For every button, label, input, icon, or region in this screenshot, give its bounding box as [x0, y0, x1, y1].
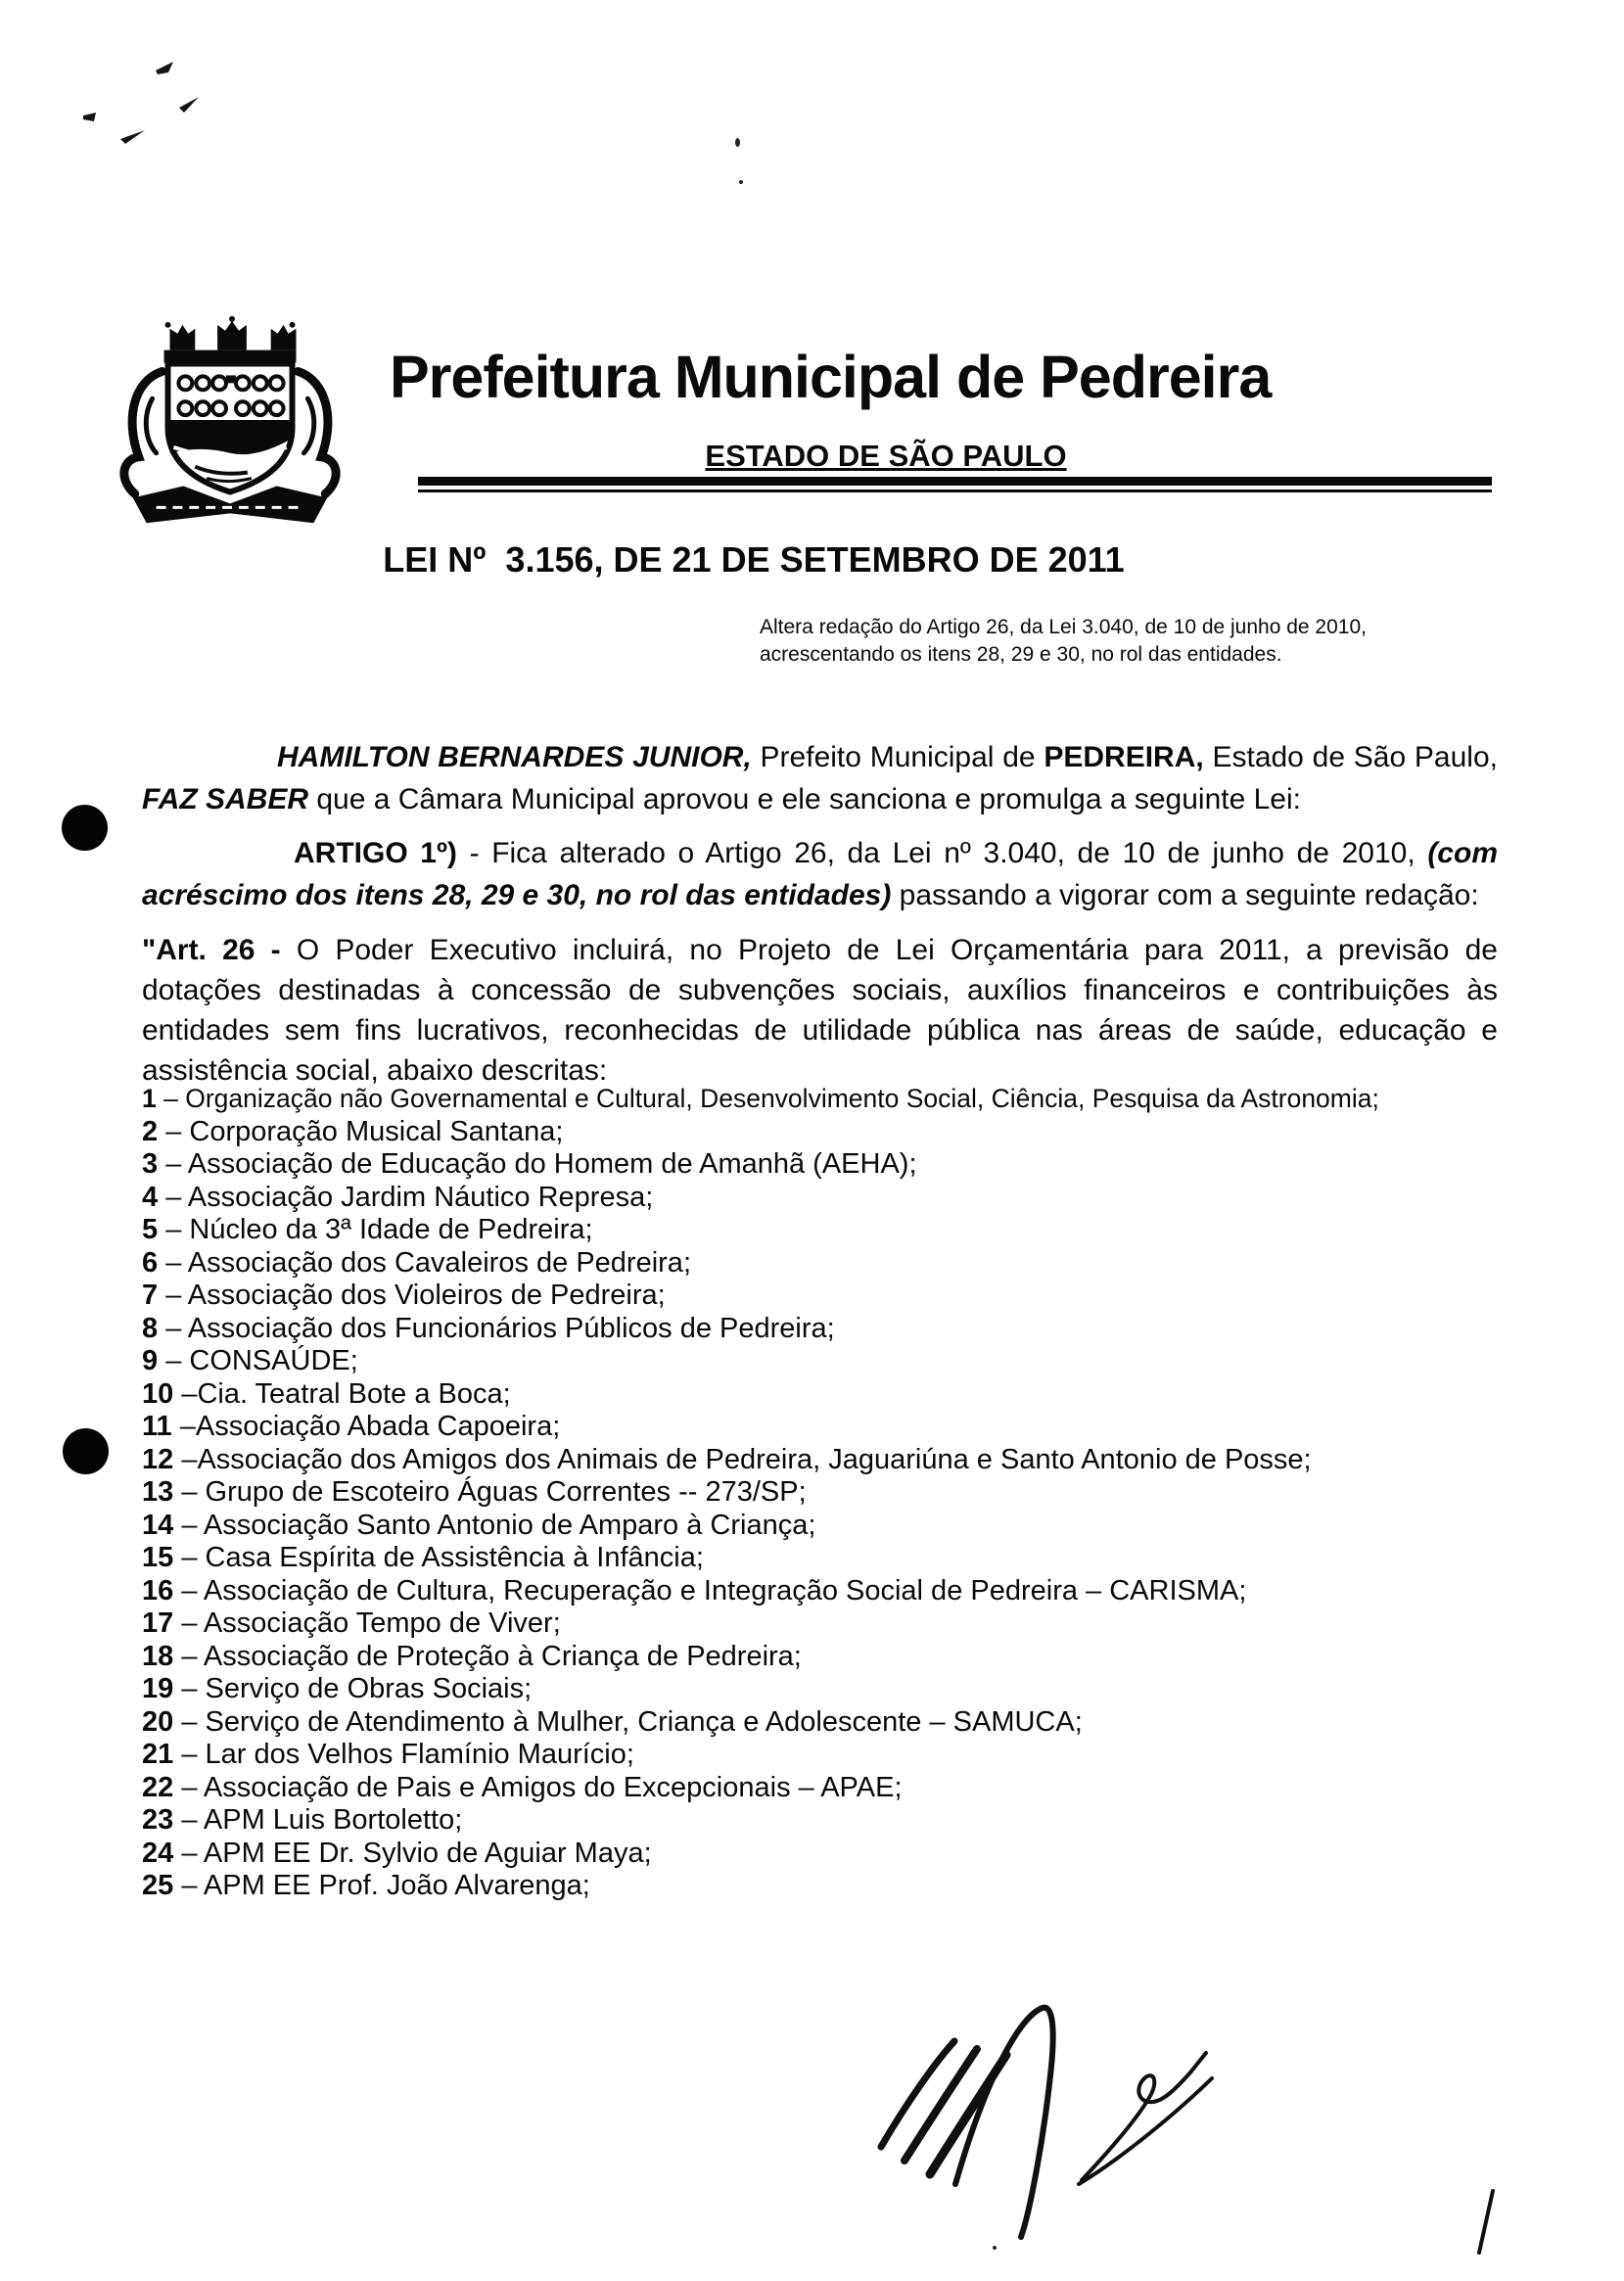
list-item — [142, 1542, 1498, 1575]
list-item — [142, 1116, 1498, 1149]
entity-text: – Núcleo da 3ª Idade de Pedreira; — [158, 1214, 593, 1245]
entity-number: 20 — [142, 1705, 174, 1738]
entity-text: – Casa Espírita de Assistência à Infância; — [173, 1542, 704, 1573]
list-item — [142, 1148, 1498, 1182]
law-body — [142, 736, 1498, 1903]
list-item — [142, 1214, 1498, 1247]
entity-text: – Associação de Proteção à Criança de Pedreira; — [173, 1640, 802, 1672]
article1-lead: - Fica alterado o Artigo 26, da Lei nº 3.040, de 10 de junho de 2010, — [456, 837, 1428, 869]
entity-text: – APM EE Prof. João Alvarenga; — [173, 1870, 590, 1901]
entity-text: – Associação de Educação do Homem de Amanhã (AEHA); — [158, 1148, 917, 1180]
entity-number: 6 — [142, 1246, 159, 1279]
entity-number: 25 — [142, 1870, 174, 1901]
state-subtitle: ESTADO DE SÃO PAULO — [705, 439, 1067, 473]
entity-text: – Serviço de Obras Sociais; — [173, 1673, 533, 1704]
entity-text: – Organização não Governamental e Cultural, Desenvolvimento Social, Ciência, Pesquisa da Astronomia; — [156, 1084, 1379, 1113]
entity-number: 16 — [142, 1574, 174, 1606]
header-rule-thick — [418, 477, 1492, 486]
entity-number: 3 — [142, 1148, 159, 1180]
list-item — [142, 1575, 1498, 1608]
list-item — [142, 1476, 1498, 1510]
entity-number: 12 — [142, 1443, 174, 1475]
entity-text: – Corporação Musical Santana; — [158, 1115, 564, 1147]
entity-text: – Associação de Pais e Amigos do Excepcionais – APAE; — [173, 1771, 903, 1803]
article26-label: "Art. 26 - — [142, 934, 281, 966]
list-item — [142, 1083, 1498, 1116]
list-item — [142, 1182, 1498, 1215]
city-name: PEDREIRA, — [1044, 741, 1204, 773]
list-item — [142, 1641, 1498, 1674]
entity-number: 1 — [142, 1084, 157, 1113]
entity-text: –Cia. Teatral Bote a Boca; — [173, 1377, 511, 1410]
scan-speck — [735, 138, 740, 147]
article1-paragraph — [142, 832, 1498, 916]
signature-scrawl-icon — [861, 1992, 1273, 2266]
entity-text: – Associação dos Cavaleiros de Pedreira; — [158, 1246, 691, 1279]
list-item — [142, 1378, 1498, 1412]
hole-punch-mark — [62, 805, 108, 851]
law-number-title: LEI Nº 3.156, DE 21 DE SETEMBRO DE 2011 — [383, 539, 1125, 580]
list-item — [142, 1804, 1498, 1838]
article26-body: O Poder Executivo incluirá, no Projeto de Lei Orçamentária para 2011, a previsão de dotações destinadas à concessão de subvenções sociais, auxílios financeiros e contribuições às entidades sem fins lucrativos, reconhecidas de utilidade pública nas áreas de saúde, educação e assistência social, abaixo descritas: — [142, 934, 1498, 1087]
coat-of-arms-icon — [106, 309, 358, 546]
list-item — [142, 1772, 1498, 1805]
article1-tail: passando a vigorar com a seguinte redação: — [891, 879, 1479, 911]
entity-number: 8 — [142, 1312, 159, 1344]
entity-text: – APM EE Dr. Sylvio de Aguiar Maya; — [173, 1837, 652, 1869]
list-item — [142, 1280, 1498, 1313]
entity-number: 24 — [142, 1837, 174, 1869]
faz-saber: FAZ SABER — [142, 783, 309, 815]
law-summary-line1: Altera redação do Artigo 26, da Lei 3.040, de 10 de junho de 2010, — [760, 616, 1367, 638]
list-item — [142, 1607, 1498, 1641]
law-summary-line2: acrescentando os itens 28, 29 e 30, no rol das entidades. — [760, 643, 1282, 666]
hole-punch-mark — [63, 1428, 109, 1474]
entity-number: 10 — [142, 1377, 174, 1410]
entity-number: 2 — [142, 1115, 159, 1147]
municipality-title: Prefeitura Municipal de Pedreira — [390, 344, 1272, 410]
entity-number: 13 — [142, 1476, 174, 1508]
list-item — [142, 1870, 1498, 1903]
entity-number: 5 — [142, 1214, 159, 1245]
entity-text: – Grupo de Escoteiro Águas Correntes -- 273/SP; — [173, 1476, 807, 1508]
entity-number: 11 — [142, 1411, 172, 1442]
preamble-state: Estado de São Paulo, — [1203, 741, 1498, 773]
list-item — [142, 1673, 1498, 1706]
preamble-role: Prefeito Municipal de — [751, 741, 1044, 773]
entity-text: – Associação de Cultura, Recuperação e Integração Social de Pedreira – CARISMA; — [173, 1574, 1247, 1606]
list-item — [142, 1706, 1498, 1740]
entity-number: 23 — [142, 1804, 174, 1836]
entity-text: – Lar dos Velhos Flamínio Maurício; — [173, 1739, 634, 1770]
entity-number: 19 — [142, 1673, 174, 1704]
entity-text: – Associação Jardim Náutico Represa; — [158, 1181, 654, 1213]
entity-text: – Associação Tempo de Viver; — [173, 1607, 561, 1639]
preamble-rest: que a Câmara Municipal aprovou e ele sanciona e promulga a seguinte Lei: — [308, 783, 1301, 815]
entity-number: 15 — [142, 1542, 174, 1573]
entity-number: 4 — [142, 1181, 159, 1213]
preamble-paragraph — [142, 736, 1498, 820]
article26-paragraph — [142, 930, 1498, 1091]
list-item — [142, 1444, 1498, 1477]
header-rule-thin — [418, 489, 1492, 492]
stray-pen-stroke — [1463, 2188, 1503, 2257]
entity-text: – APM Luis Bortoletto; — [173, 1804, 463, 1836]
entity-number: 22 — [142, 1771, 174, 1803]
entity-text: –Associação dos Amigos dos Animais de Pedreira, Jaguariúna e Santo Antonio de Posse; — [173, 1443, 1312, 1475]
entity-number: 21 — [142, 1739, 174, 1770]
list-item — [142, 1345, 1498, 1378]
entities-list — [142, 1083, 1498, 1903]
article1-label: ARTIGO 1º) — [294, 837, 457, 869]
list-item — [142, 1247, 1498, 1280]
entity-number: 18 — [142, 1640, 174, 1672]
law-summary — [760, 614, 1406, 669]
entity-text: – Associação Santo Antonio de Amparo à Criança; — [173, 1509, 816, 1541]
entity-text: –Associação Abada Capoeira; — [171, 1411, 561, 1442]
list-item — [142, 1510, 1498, 1543]
entity-text: – Associação dos Funcionários Públicos de Pedreira; — [158, 1312, 835, 1344]
entity-number: 7 — [142, 1280, 159, 1311]
list-item — [142, 1313, 1498, 1346]
list-item — [142, 1411, 1498, 1444]
mayor-name: HAMILTON BERNARDES JUNIOR, — [277, 741, 752, 773]
entity-text: – Associação dos Violeiros de Pedreira; — [158, 1280, 666, 1311]
entity-text: – Serviço de Atendimento à Mulher, Criança e Adolescente – SAMUCA; — [173, 1705, 1083, 1738]
list-item — [142, 1739, 1498, 1772]
entity-number: 9 — [142, 1345, 159, 1376]
list-item — [142, 1838, 1498, 1871]
entity-text: – CONSAÚDE; — [158, 1345, 358, 1376]
entity-number: 17 — [142, 1607, 174, 1639]
scan-speck — [739, 180, 743, 184]
pen-scribble-marks — [54, 47, 220, 155]
entity-number: 14 — [142, 1509, 174, 1541]
article1-amendment: (com acréscimo dos itens 28, 29 e 30, no rol das entidades) — [142, 837, 1498, 911]
